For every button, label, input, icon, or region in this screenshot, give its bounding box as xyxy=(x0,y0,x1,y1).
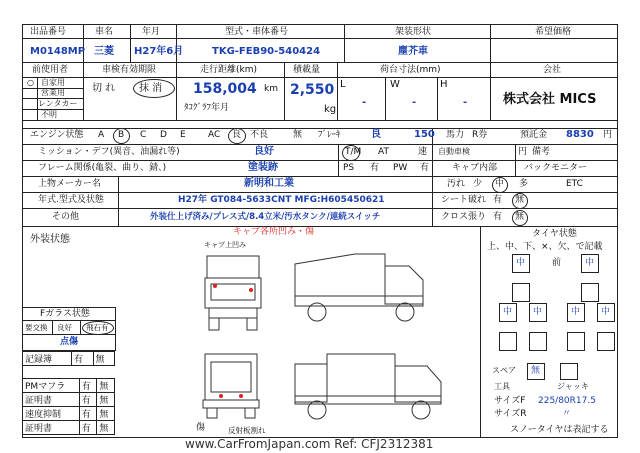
fglass-replace: 要交換 xyxy=(25,323,48,332)
capacity: 2,550 xyxy=(290,82,335,98)
other-value: 外装仕上げ済み/プレス式/8.4立米/汚水タンク/連続スイッチ xyxy=(150,212,381,222)
dirt-high: 多 xyxy=(519,179,529,189)
engine-grade-d: D xyxy=(160,130,167,140)
user-type-rental: レンタカー xyxy=(38,99,78,108)
yen-unit: 円 xyxy=(603,130,613,140)
recycle-label: 預託金 xyxy=(520,130,548,140)
equip-model-label: 年式.型式及状態 xyxy=(38,195,104,205)
label-year: 年月 xyxy=(142,27,161,37)
model-chassis: TKG-FEB90-540424 xyxy=(212,46,321,57)
km-unit: km xyxy=(264,84,278,94)
etc-label: ETC xyxy=(566,179,583,189)
mission-label: ミッション・デフ(異音、油漏れ等) xyxy=(38,147,180,157)
user-type-business: 営業用 xyxy=(41,88,65,97)
brake-value: 良 xyxy=(371,129,381,140)
label-capacity: 積載量 xyxy=(293,65,321,75)
engine-grade-b: B xyxy=(118,130,125,140)
tire-r2: 中 xyxy=(529,303,547,322)
label-dims: 荷台寸法(mm) xyxy=(380,65,441,75)
fglass-good: 良好 xyxy=(57,323,72,332)
equip-maker-label: 上物メーカー名 xyxy=(38,179,101,189)
stock-no: M0148MP xyxy=(30,46,86,57)
dim-label-w: W xyxy=(390,79,400,90)
truck-side-view-upper xyxy=(295,254,423,321)
tire-blank xyxy=(499,332,517,351)
pw-label: PW xyxy=(393,163,408,173)
engine-grade-c: C xyxy=(140,130,147,140)
frame-label: フレーム関係(亀裂、曲り、錆、) xyxy=(38,163,167,173)
tire-front-label: 前 xyxy=(552,258,562,268)
tire-blank xyxy=(597,332,615,351)
seat-no: 無 xyxy=(515,195,525,205)
tire-fl: 中 xyxy=(512,254,530,273)
horsepower: 150 xyxy=(414,129,435,140)
body-type: 塵芥車 xyxy=(398,46,428,57)
inspection-cancelled: 抹 消 xyxy=(139,83,163,94)
table-row: PMマフラ 有 無 xyxy=(23,379,115,393)
user-type-private: 自家用 xyxy=(41,78,65,87)
maker: 三菱 xyxy=(94,46,114,57)
size-r-label: サイズR xyxy=(494,409,527,419)
spare-label: スペア xyxy=(492,366,516,375)
memo-label: 備考 xyxy=(532,147,551,157)
user-type-mark: ○ xyxy=(27,78,34,87)
tire-blank xyxy=(567,332,585,351)
inspection-expired: 切 れ xyxy=(92,83,116,94)
jack-label: ジャッキ xyxy=(557,382,589,391)
auto-lock: 自動車検 xyxy=(438,147,470,156)
dirt-mid: 中 xyxy=(495,179,505,189)
kg-unit: kg xyxy=(324,104,337,115)
tire-blank xyxy=(581,283,599,302)
table-row: 証明書 有 無 xyxy=(23,393,115,407)
ac-label: AC xyxy=(208,130,221,140)
back-monitor-label: バックモニター xyxy=(524,163,588,173)
recycle-amount: 8830 xyxy=(566,129,594,140)
mission-at: AT xyxy=(378,147,389,157)
tire-fr: 中 xyxy=(581,254,599,273)
truck-diagram xyxy=(195,246,465,436)
snow-tire-note: スノータイヤは表記する xyxy=(510,425,609,435)
spare-box: 無 xyxy=(527,363,545,380)
year-month: H27年6月 xyxy=(134,46,184,57)
ac-none: 無 xyxy=(293,130,303,140)
pw-value: 有 xyxy=(420,163,430,173)
tire-r1: 中 xyxy=(499,303,517,322)
label-body-type: 架装形状 xyxy=(395,27,432,37)
tire-r4: 中 xyxy=(597,303,615,322)
table-row: 速度抑制 有 無 xyxy=(23,407,115,421)
company-name: 株式会社 MICS xyxy=(503,92,597,107)
cab-top-note: キャブ上凹み xyxy=(204,241,246,249)
dim-w: - xyxy=(412,97,417,108)
size-f-label: サイズF xyxy=(494,396,526,406)
exterior-title: 外装状態 xyxy=(30,234,70,245)
other-label: その他 xyxy=(52,212,80,222)
label-stock-no: 出品番号 xyxy=(30,27,67,37)
cross-label: クロス張り xyxy=(441,212,487,222)
seat-yes: 有 xyxy=(493,195,503,205)
tire-blank xyxy=(512,283,530,302)
fglass-title: Fガラス状態 xyxy=(40,309,90,319)
seat-label: シート破れ xyxy=(441,195,487,205)
dim-label-l: L xyxy=(340,79,346,90)
recycle-ticket: R券 xyxy=(472,130,488,140)
cross-no: 無 xyxy=(515,212,525,222)
mission-value: 良好 xyxy=(254,146,274,157)
ps-value: 有 xyxy=(370,163,380,173)
table-row: 記録簿 有 無 xyxy=(23,352,115,366)
size-f: 225/80R17.5 xyxy=(538,396,596,406)
records-table xyxy=(22,351,115,366)
jack-box xyxy=(560,363,578,380)
ps-label: PS xyxy=(343,163,355,173)
ac-bad: 不良 xyxy=(250,130,269,140)
label-company: 会社 xyxy=(543,65,562,75)
brake-label: ﾌﾞﾚｰｷ xyxy=(318,130,341,140)
dim-label-h: H xyxy=(440,79,448,90)
dim-h: - xyxy=(463,97,468,108)
cab-inner-label: キャブ内部 xyxy=(452,163,498,173)
pm-table xyxy=(22,378,115,435)
hp-unit: 馬力 xyxy=(446,130,465,140)
engine-grade-e: E xyxy=(180,130,186,140)
table-row: 証明書 有 無 xyxy=(23,421,115,435)
damage-mark: 傷 xyxy=(196,423,206,433)
truck-rear-view xyxy=(203,354,259,418)
mission-speed: 速 xyxy=(418,147,428,157)
tire-legend: 上、中、下、×、欠、で記載 xyxy=(487,242,603,252)
fglass-result: 点傷 xyxy=(60,337,79,347)
cross-yes: 有 xyxy=(493,212,503,222)
fglass-chip: 飛石有 xyxy=(86,323,109,332)
tools-label: 工具 xyxy=(494,382,510,391)
exterior-note: キャブ各所凹み・傷 xyxy=(233,227,315,237)
tire-title: タイヤ状態 xyxy=(532,229,577,239)
equip-model: H27年 GT084-5633CNT MFG:H605450621 xyxy=(178,195,385,205)
label-model: 型式・車体番号 xyxy=(225,27,289,37)
label-prev-user: 前使用者 xyxy=(32,65,69,75)
frame-value: 塗装跡 xyxy=(248,162,278,173)
engine-label: エンジン状態 xyxy=(30,130,84,140)
label-price: 希望価格 xyxy=(535,27,572,37)
mileage: 158,004 xyxy=(193,81,257,97)
truck-front-view xyxy=(205,256,261,330)
tacho-label: ﾀｺｸﾞﾗﾌ年月 xyxy=(184,103,230,113)
auto-lock-yen: 円 xyxy=(518,147,528,157)
dirt-low: 少 xyxy=(473,179,483,189)
tire-blank xyxy=(529,332,547,351)
truck-side-view-lower xyxy=(295,354,441,419)
tire-r3: 中 xyxy=(567,303,585,322)
size-r: 〃 xyxy=(562,409,572,419)
engine-grade-a: A xyxy=(98,130,105,140)
ac-good: 良 xyxy=(232,130,242,140)
equip-maker: 新明和工業 xyxy=(244,178,294,189)
label-maker: 車名 xyxy=(95,27,114,37)
reflector-note: 反射板割れ xyxy=(228,426,266,435)
footer-watermark: www.CarFromJapan.com Ref: CFJ2312381 xyxy=(185,437,434,451)
mission-t-m: T/M xyxy=(345,147,362,157)
label-inspection: 車検有効期限 xyxy=(102,65,157,75)
dim-l: - xyxy=(362,97,367,108)
label-mileage: 走行距離(km) xyxy=(200,65,258,75)
dirt-label: 汚れ xyxy=(447,179,466,189)
user-type-unknown: 不明 xyxy=(41,110,57,119)
